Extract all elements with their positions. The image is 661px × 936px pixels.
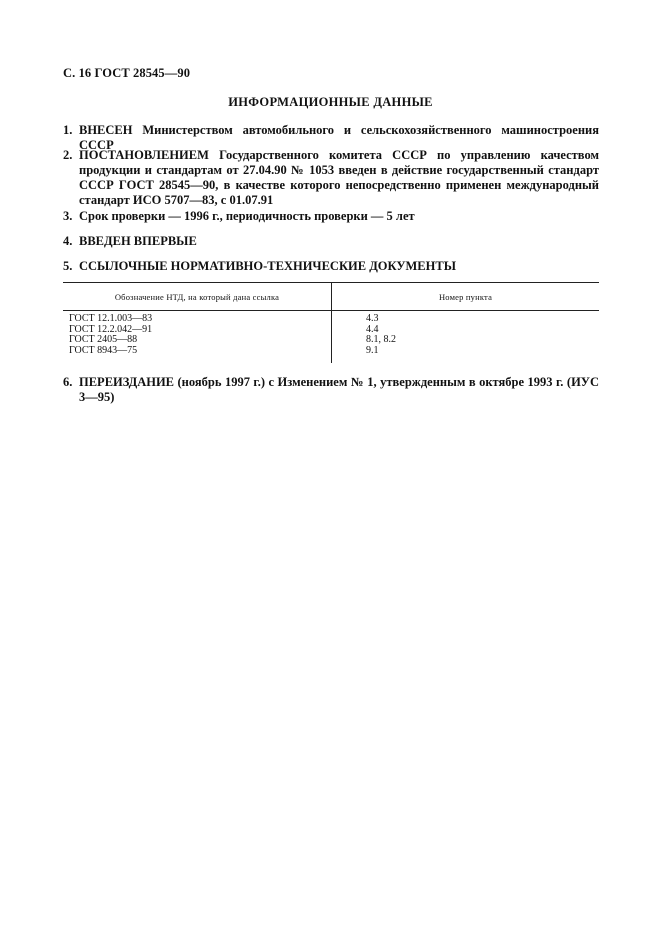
item-body: (ноябрь 1997 г.) с Изменением № 1, утвержденным в октябре 1993 г. (ИУС 3—95) [79, 375, 599, 404]
item-text [63, 375, 599, 405]
info-item-2 [63, 148, 599, 208]
info-item-4 [63, 234, 599, 249]
page-header: С. 16 ГОСТ 28545—90 [63, 66, 191, 80]
item-text [63, 234, 599, 249]
item-number: 1. [63, 123, 73, 137]
column-header-document: Обозначение НТД, на который дана ссылка [114, 292, 280, 302]
info-item-6 [63, 375, 599, 405]
info-item-3 [63, 209, 599, 224]
item-lead: ПОСТАНОВЛЕНИЕМ [79, 148, 209, 162]
item-body: Государственного комитета СССР по управлению качеством продукции и стандартам от 27.04.90 № 1053 введен в действие государственный стандарт СССР ГОСТ 28545—90, в качестве которого непосредственно применен международный стандарт ИСО 5707—83, с 01.07.91 [79, 148, 599, 207]
cell-clause: 4.4 [366, 323, 379, 335]
item-text [63, 148, 599, 208]
item-lead: ССЫЛОЧНЫЕ НОРМАТИВНО-ТЕХНИЧЕСКИЕ ДОКУМЕНТЫ [79, 259, 456, 273]
cell-document: ГОСТ 12.2.042—91 [69, 323, 153, 335]
table-row [63, 325, 599, 336]
section-title: ИНФОРМАЦИОННЫЕ ДАННЫЕ [228, 95, 433, 109]
cell-document: ГОСТ 8943—75 [69, 344, 138, 356]
table-row [63, 335, 599, 346]
item-lead: ВВЕДЕН ВПЕРВЫЕ [79, 234, 197, 248]
item-number: 5. [63, 259, 73, 273]
item-number: 2. [63, 148, 73, 162]
item-number: 4. [63, 234, 73, 248]
cell-clause: 8.1, 8.2 [366, 334, 396, 345]
item-lead: ВНЕСЕН [79, 123, 133, 137]
cell-clause: 4.3 [366, 313, 379, 324]
table-body [63, 314, 599, 356]
cell-document: ГОСТ 12.1.003—83 [69, 313, 153, 324]
item-body: Министерством автомобильного и сельскохозяйственного машиностроения СССР [79, 123, 599, 152]
item-lead: ПЕРЕИЗДАНИЕ [79, 375, 175, 389]
item-body: Срок проверки — 1996 г., периодичность проверки — 5 лет [79, 209, 415, 223]
info-item-5 [63, 259, 599, 274]
item-number: 6. [63, 375, 73, 389]
table-row [63, 314, 599, 325]
cell-document: ГОСТ 2405—88 [69, 334, 138, 345]
cell-clause: 9.1 [366, 344, 379, 356]
table-row [63, 346, 599, 357]
item-text [63, 259, 599, 274]
item-text [63, 209, 599, 224]
item-number: 3. [63, 209, 73, 223]
reference-table [63, 282, 599, 363]
column-header-clause: Номер пункта [438, 292, 493, 302]
